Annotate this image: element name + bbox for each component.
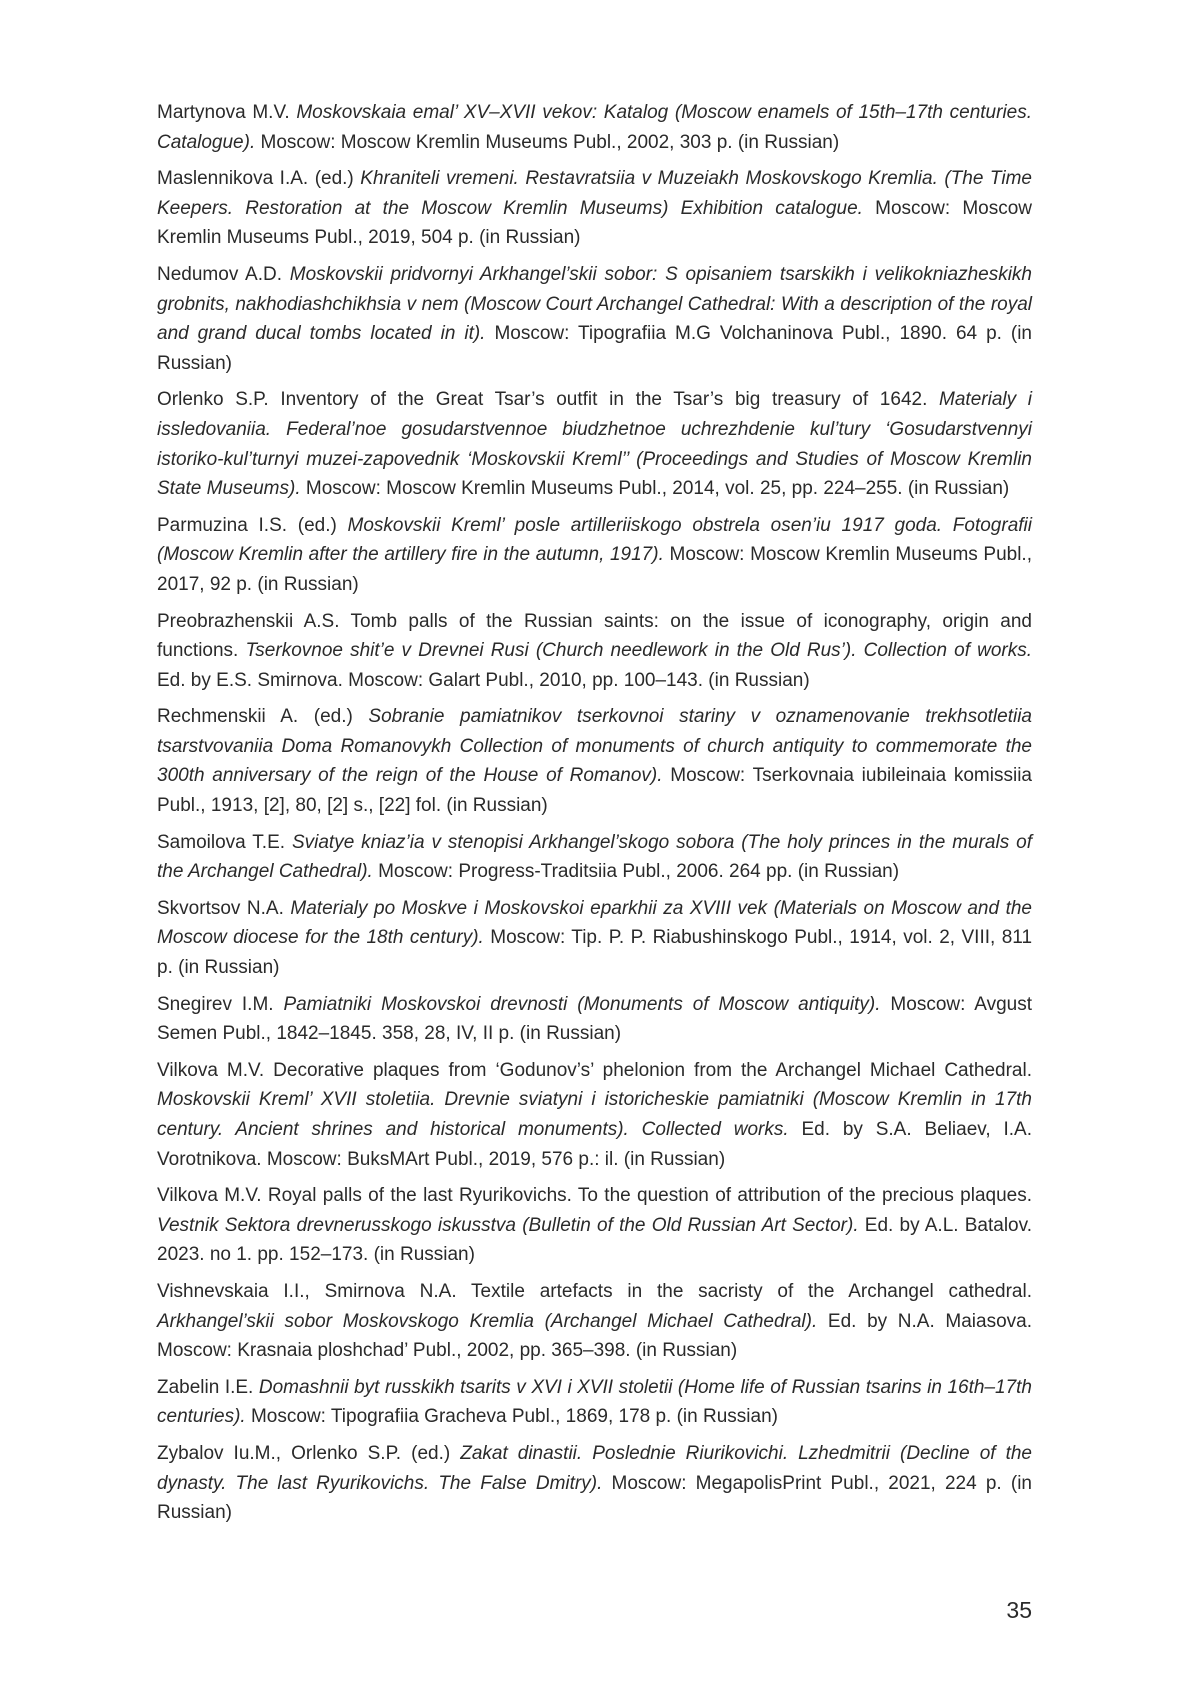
reference-publication: Moscow: Tipografiia M.G Volchaninova Publ., 1890. 64 p. (in Russian) <box>157 323 1033 374</box>
reference-title: Vestnik Sektora drevnerusskogo iskusstva (Bulletin of the Old Russian Art Sector). <box>157 1214 859 1236</box>
reference-publication: Moscow: MegapolisPrint Publ., 2021, 224 p. (in Russian) <box>157 1472 1032 1524</box>
reference-publication: Moscow: Moscow Kremlin Museums Publ., 2002, 303 p. (in Russian) <box>255 131 840 153</box>
reference-title: Sviatye kniaz’ia v stenopisi Arkhangel’skogo sobora (The holy princes in the murals of the Archangel Cathedral). <box>157 831 1032 883</box>
reference-authors: Parmuzina I.S. (ed.) <box>157 514 348 536</box>
reference-title: Zakat dinastii. Poslednie Riurikovichi. Lzhedmitrii (Decline of the dynasty. The last Ryurikovichs. The False Dmitry). <box>157 1442 1033 1494</box>
page-number: 35 <box>1006 1597 1032 1623</box>
reference-entry <box>157 1277 1032 1366</box>
reference-authors: Vishnevskaia I.I., Smirnova N.A. Textile artefacts in the sacristy of the Archangel cathedral. <box>157 1280 1032 1302</box>
reference-publication: Moscow: Moscow Kremlin Museums Publ., 2017, 92 p. (in Russian) <box>157 544 1032 595</box>
reference-publication: Moscow: Tserkovnaia iubileinaia komissiia Publ., 1913, [2], 80, [2] s., [22] fol. (in Russian) <box>157 765 1032 817</box>
reference-authors: Zybalov Iu.M., Orlenko S.P. (ed.) <box>157 1442 461 1464</box>
reference-entry <box>157 607 1032 696</box>
reference-title: Sobranie pamiatnikov tserkovnoi stariny v oznamenovanie trekhsotletiia tsarstvovaniia Doma Romanovykh Collection of monuments of church antiquity to commemorate the 300th anniversary of the reign of the House of Romanov). <box>157 706 1032 787</box>
reference-entry <box>157 828 1032 887</box>
reference-entry <box>157 1373 1032 1432</box>
reference-entry <box>157 385 1032 503</box>
reference-authors: Samoilova T.E. <box>157 831 292 853</box>
reference-authors: Orlenko S.P. Inventory of the Great Tsar’s outfit in the Tsar’s big treasury of 1642. <box>157 389 940 411</box>
reference-entry <box>157 702 1032 820</box>
reference-title: Khraniteli vremeni. Restavratsiia v Muzeiakh Moskovskogo Kremlia. (The Time Keepers. Restoration at the Moscow Kremlin Museums) Exhibition catalogue. <box>157 168 1032 219</box>
reference-entry <box>157 894 1032 983</box>
reference-entry <box>157 511 1032 600</box>
reference-title: Domashnii byt russkikh tsarits v XVI i XVII stoletii (Home life of Russian tsarins in 16th–17th centuries). <box>157 1376 1033 1428</box>
reference-authors: Preobrazhenskii A.S. Tomb palls of the Russian saints: on the issue of iconography, origin and functions. <box>157 610 1032 662</box>
reference-title: Arkhangel’skii sobor Moskovskogo Kremlia (Archangel Michael Cathedral). <box>157 1310 818 1332</box>
reference-list <box>157 98 1032 1535</box>
reference-title: Moskovskaia emal’ XV–XVII vekov: Katalog (Moscow enamels of 15th–17th centuries. Catalogue). <box>157 102 1033 153</box>
reference-entry <box>157 260 1032 378</box>
reference-publication: Moscow: Progress-Traditsiia Publ., 2006. 264 pp. (in Russian) <box>372 861 900 883</box>
reference-entry <box>157 164 1032 253</box>
reference-authors: Skvortsov N.A. <box>157 897 291 919</box>
reference-publication: Moscow: Avgust Semen Publ., 1842–1845. 358, 28, IV, II p. (in Russian) <box>157 993 1032 1045</box>
reference-publication: Moscow: Moscow Kremlin Museums Publ., 2019, 504 p. (in Russian) <box>157 197 1033 249</box>
reference-authors: Vilkova M.V. Royal palls of the last Ryurikovichs. To the question of attribution of the precious plaques. <box>157 1185 1032 1207</box>
reference-authors: Zabelin I.E. <box>157 1376 259 1398</box>
reference-title: Moskovskii Kreml’ XVII stoletiia. Drevnie sviatyni i istoricheskie pamiatniki (Moscow Kremlin in 17th century. Ancient shrines and historical monuments). Collected works. <box>157 1089 1032 1140</box>
reference-entry <box>157 990 1032 1049</box>
reference-publication: Moscow: Moscow Kremlin Museums Publ., 2014, vol. 25, pp. 224–255. (in Russian) <box>300 478 1010 500</box>
reference-entry <box>157 1056 1032 1174</box>
reference-authors: Vilkova M.V. Decorative plaques from ‘Godunov’s’ phelonion from the Archangel Michael Cathedral. <box>157 1059 1032 1081</box>
reference-title: Tserkovnoe shit’e v Drevnei Rusi (Church needlework in the Old Rus’). Collection of works. <box>245 640 1032 662</box>
reference-title: Pamiatniki Moskovskoi drevnosti (Monuments of Moscow antiquity). <box>283 993 881 1015</box>
reference-authors: Maslennikova I.A. (ed.) <box>157 168 361 190</box>
reference-entry <box>157 1181 1032 1270</box>
reference-entry <box>157 1439 1032 1528</box>
reference-authors: Nedumov A.D. <box>157 263 290 285</box>
reference-entry <box>157 98 1032 157</box>
reference-title: Moskovskii pridvornyi Arkhangel’skii sobor: S opisaniem tsarskikh i velikokniazheskikh grobnits, nakhodiashchikhsia v nem (Moscow Court Archangel Cathedral: With a description of the royal and grand ducal tombs located in it). <box>157 263 1032 345</box>
reference-publication: Moscow: Tipografiia Gracheva Publ., 1869, 178 p. (in Russian) <box>245 1406 778 1428</box>
reference-publication: Ed. by S.A. Beliaev, I.A. Vorotnikova. Moscow: BuksMArt Publ., 2019, 576 p.: il. (in Russian) <box>157 1119 1033 1170</box>
reference-publication: Ed. by N.A. Maiasova. Moscow: Krasnaia ploshchad’ Publ., 2002, pp. 365–398. (in Russian) <box>157 1310 1033 1362</box>
reference-publication: Ed. by E.S. Smirnova. Moscow: Galart Publ., 2010, pp. 100–143. (in Russian) <box>157 669 810 691</box>
reference-publication: Ed. by A.L. Batalov. 2023. no 1. pp. 152–173. (in Russian) <box>157 1214 1032 1266</box>
reference-authors: Martynova M.V. <box>157 102 297 123</box>
reference-title: Materialy i issledovaniia. Federal’noe gosudarstvennoe biudzhetnoe uchrezhdenie kul’tury ‘Gosudarstvennyi istoriko-kul’turnyi muzei-zapovednik ‘Moskovskii Kreml’’ (Proceedings and Studies of Moscow Kremlin State Museums). <box>157 389 1032 500</box>
reference-publication: Moscow: Tip. P. P. Riabushinskogo Publ., 1914, vol. 2, VIII, 811 p. (in Russian) <box>157 927 1033 979</box>
reference-title: Materialy po Moskve i Moskovskoi eparkhii za XVIII vek (Materials on Moscow and the Moscow diocese for the 18th century). <box>157 897 1032 949</box>
reference-title: Moskovskii Kreml’ posle artilleriiskogo obstrela osen’iu 1917 goda. Fotografii (Moscow Kremlin after the artillery fire in the autumn, 1917). <box>157 514 1032 566</box>
reference-authors: Rechmenskii A. (ed.) <box>157 706 369 728</box>
reference-authors: Snegirev I.M. <box>157 993 284 1015</box>
